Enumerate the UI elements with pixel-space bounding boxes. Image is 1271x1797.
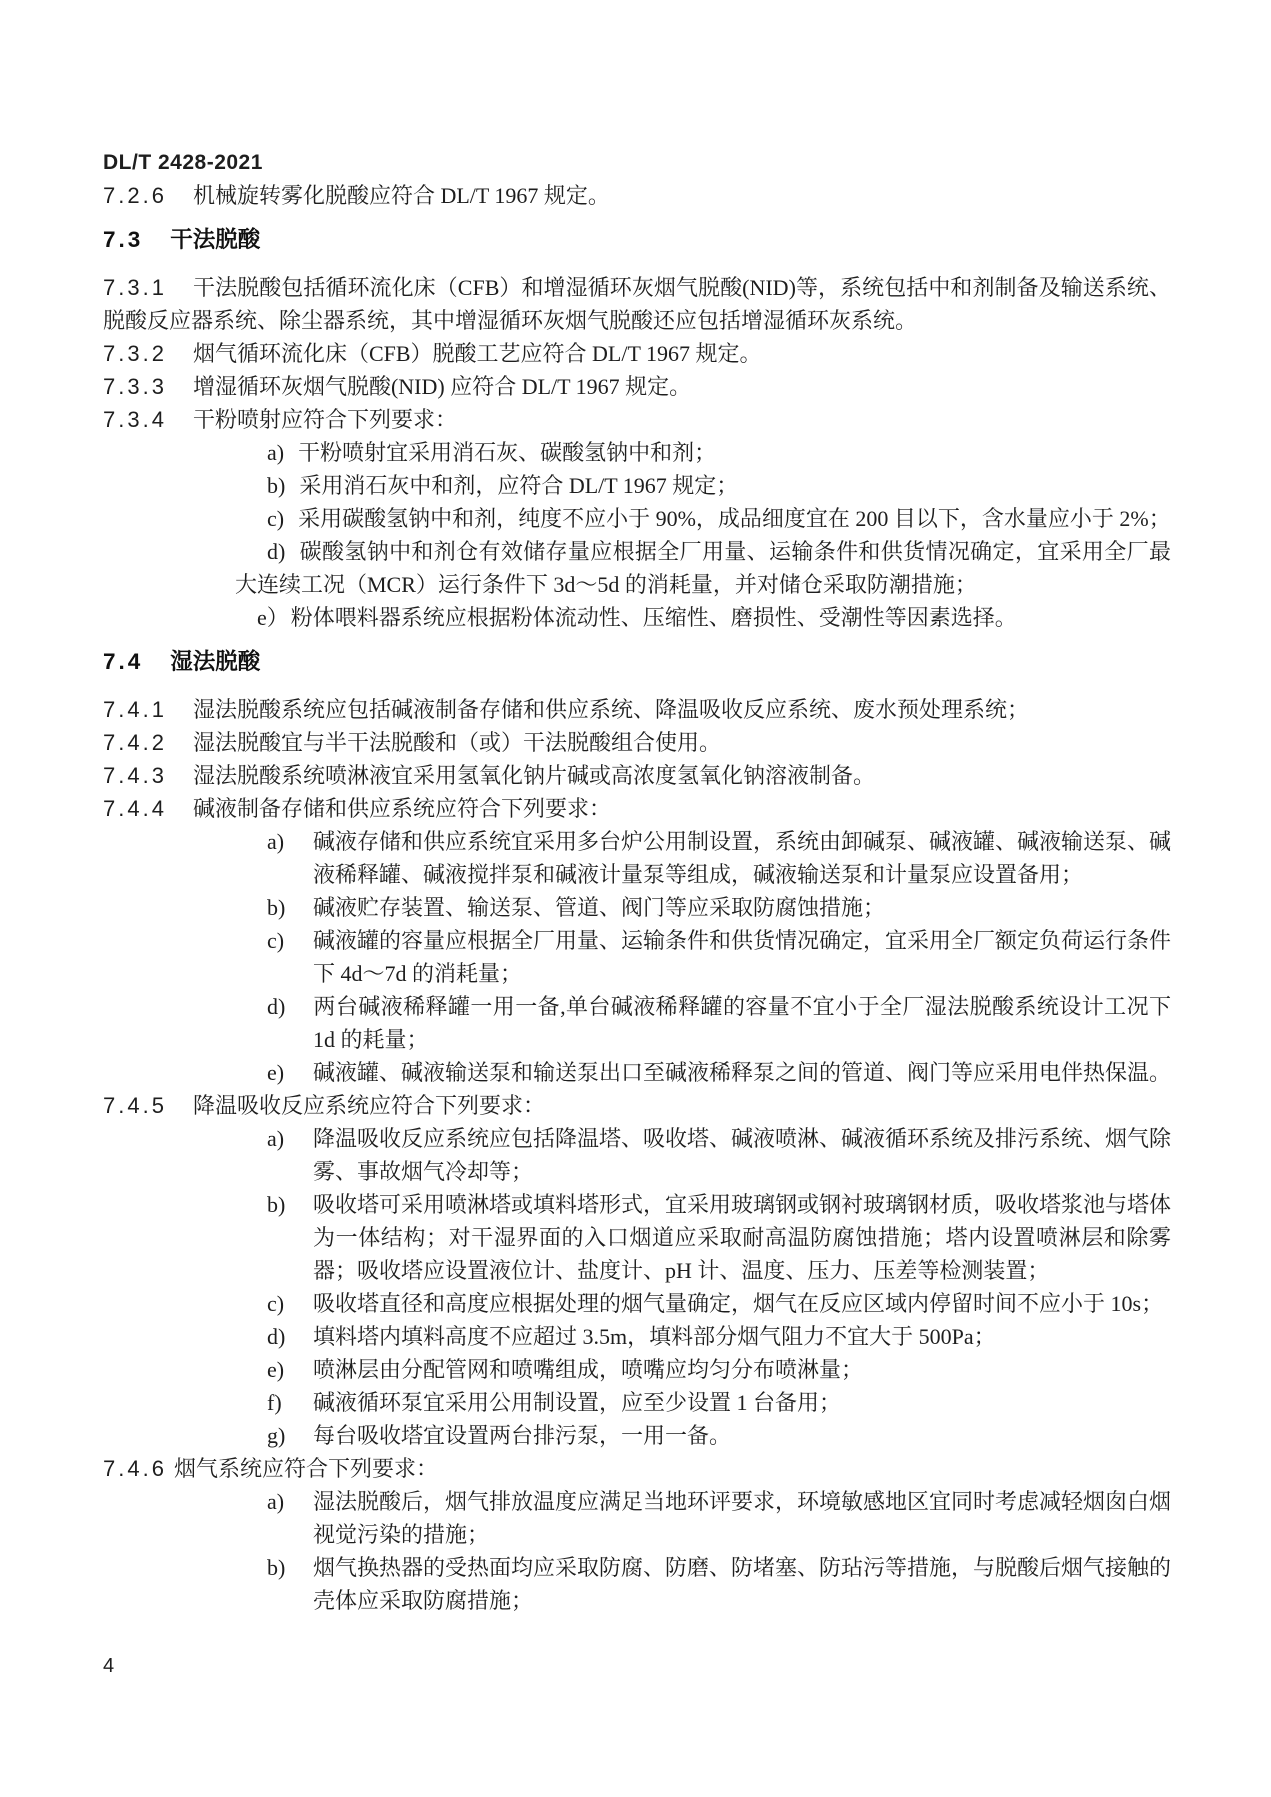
list-label: e) — [267, 1060, 285, 1085]
clause-7-4-6-number: 7.4.6 — [103, 1456, 167, 1481]
list-label: b) — [267, 1555, 286, 1580]
list-text: 碱液循环泵宜采用公用制设置，应至少设置 1 台备用； — [313, 1390, 842, 1415]
list-label: a) — [267, 829, 285, 854]
clause-7-4-6 — [103, 1452, 1171, 1485]
clause-7-3-4-number: 7.3.4 — [103, 407, 167, 432]
standard-number-header: DL/T 2428-2021 — [103, 151, 263, 174]
list-label: d) — [267, 1324, 286, 1349]
clause-7-3-2 — [103, 337, 1171, 370]
list-label: a) — [267, 1489, 285, 1514]
clause-7-4-4-text: 碱液制备存储和供应系统应符合下列要求： — [192, 796, 611, 821]
clause-7-4-5-text: 降温吸收反应系统应符合下列要求： — [192, 1093, 545, 1118]
list-item-7-4-5-b — [267, 1188, 1172, 1287]
list-text: 降温吸收反应系统应包括降温塔、吸收塔、碱液喷淋、碱液循环系统及排污系统、烟气除雾、事故烟气冷却等； — [313, 1126, 1172, 1184]
list-text: 采用消石灰中和剂，应符合 DL/T 1967 规定； — [299, 473, 739, 498]
clause-7-3-3-number: 7.3.3 — [103, 374, 167, 399]
list-item-7-4-5-c — [267, 1287, 1171, 1320]
list-text: 填料塔内填料高度不应超过 3.5m，填料部分烟气阻力不宜大于 500Pa； — [313, 1324, 996, 1349]
section-7-3-title: 干法脱酸 — [170, 227, 261, 252]
list-text: 碱液贮存装置、输送泵、管道、阀门等应采取防腐蚀措施； — [313, 895, 886, 920]
list-label: a) — [267, 440, 285, 465]
clause-7-4-1 — [103, 693, 1171, 726]
clause-7-4-4-number: 7.4.4 — [103, 796, 167, 821]
list-text: 采用碳酸氢钠中和剂，纯度不应小于 90%，成品细度宜在 200 目以下，含水量应小于 2%； — [298, 506, 1171, 531]
clause-7-4-1-number: 7.4.1 — [103, 697, 167, 722]
list-item-7-4-4-c — [267, 924, 1172, 990]
list-item-7-4-4-d — [267, 990, 1171, 1056]
section-heading-7-3 — [103, 223, 1171, 256]
list-item-7-4-5-f — [267, 1386, 1171, 1419]
clause-7-4-5-number: 7.4.5 — [103, 1093, 167, 1118]
list-item-7-3-4-d — [235, 535, 1171, 601]
clause-7-3-3-text: 增湿循环灰烟气脱酸(NID) 应符合 DL/T 1967 规定。 — [192, 374, 692, 399]
clause-7-3-2-text: 烟气循环流化床（CFB）脱酸工艺应符合 DL/T 1967 规定。 — [192, 341, 762, 366]
section-7-3-number: 7.3 — [103, 227, 144, 252]
clause-7-2-6-number: 7.2.6 — [103, 183, 167, 208]
clause-7-4-2-number: 7.4.2 — [103, 730, 167, 755]
clause-7-4-1-text: 湿法脱酸系统应包括碱液制备存储和供应系统、降温吸收反应系统、废水预处理系统； — [192, 697, 1029, 722]
clause-7-3-2-number: 7.3.2 — [103, 341, 167, 366]
list-text: 粉体喂料器系统应根据粉体流动性、压缩性、磨损性、受潮性等因素选择。 — [290, 605, 1017, 630]
list-item-7-4-4-a — [267, 825, 1172, 891]
list-label: d) — [267, 539, 286, 564]
section-7-4-title: 湿法脱酸 — [170, 649, 261, 674]
section-heading-7-4 — [103, 645, 1171, 678]
list-text: 喷淋层由分配管网和喷嘴组成，喷嘴应均匀分布喷淋量； — [313, 1357, 864, 1382]
list-item-7-3-4-b — [235, 469, 1171, 502]
list-text: 碱液存储和供应系统宜采用多台炉公用制设置，系统由卸碱泵、碱液罐、碱液输送泵、碱液稀释罐、碱液搅拌泵和碱液计量泵等组成，碱液输送泵和计量泵应设置备用； — [313, 829, 1172, 887]
clause-7-4-6-text: 烟气系统应符合下列要求： — [173, 1456, 438, 1481]
list-item-7-4-6-a — [267, 1485, 1172, 1551]
list-label: e） — [257, 605, 289, 630]
list-text: 吸收塔可采用喷淋塔或填料塔形式，宜采用玻璃钢或钢衬玻璃钢材质，吸收塔浆池与塔体为一体结构；对干湿界面的入口烟道应采取耐高温防腐蚀措施；塔内设置喷淋层和除雾器；吸收塔应设置液位计、盐度计、pH 计、温度、压力、压差等检测装置； — [313, 1192, 1172, 1283]
clause-7-4-3 — [103, 759, 1171, 792]
list-label: c) — [267, 506, 285, 531]
list-text: 干粉喷射宜采用消石灰、碳酸氢钠中和剂； — [298, 440, 717, 465]
list-item-7-4-5-e — [267, 1353, 1171, 1386]
section-7-4-number: 7.4 — [103, 649, 144, 674]
list-item-7-4-5-a — [267, 1122, 1172, 1188]
clause-7-2-6 — [103, 179, 1171, 212]
clause-7-4-2 — [103, 726, 1171, 759]
list-label: g) — [267, 1423, 286, 1448]
list-label: c) — [267, 1291, 285, 1316]
list-item-7-3-4-c — [235, 502, 1171, 535]
list-label: d) — [267, 994, 286, 1019]
list-item-7-4-5-d — [267, 1320, 1171, 1353]
list-label: f) — [267, 1390, 282, 1415]
list-label: b) — [267, 473, 286, 498]
clause-7-3-3 — [103, 370, 1171, 403]
list-label: b) — [267, 1192, 286, 1217]
clause-7-3-4 — [103, 403, 1171, 436]
page-number: 4 — [103, 1655, 115, 1677]
list-item-7-4-4-b — [267, 891, 1171, 924]
list-item-7-4-5-g — [267, 1419, 1171, 1452]
list-text: 碱液罐的容量应根据全厂用量、运输条件和供货情况确定，宜采用全厂额定负荷运行条件下 4d～7d 的消耗量； — [313, 928, 1172, 986]
clause-7-4-5 — [103, 1089, 1171, 1122]
list-item-7-3-4-a — [235, 436, 1171, 469]
clause-7-4-3-text: 湿法脱酸系统喷淋液宜采用氢氧化钠片碱或高浓度氢氧化钠溶液制备。 — [192, 763, 875, 788]
list-text: 碱液罐、碱液输送泵和输送泵出口至碱液稀释泵之间的管道、阀门等应采用电伴热保温。 — [313, 1060, 1172, 1085]
list-item-7-4-4-e — [267, 1056, 1172, 1089]
list-text: 烟气换热器的受热面均应采取防腐、防磨、防堵塞、防玷污等措施，与脱酸后烟气接触的壳体应采取防腐措施； — [313, 1555, 1172, 1613]
list-text: 每台吸收塔宜设置两台排污泵，一用一备。 — [313, 1423, 732, 1448]
list-text: 吸收塔直径和高度应根据处理的烟气量确定，烟气在反应区域内停留时间不应小于 10s； — [313, 1291, 1164, 1316]
list-label: e) — [267, 1357, 285, 1382]
clause-7-3-4-text: 干粉喷射应符合下列要求： — [192, 407, 457, 432]
clause-7-3-1-number: 7.3.1 — [103, 275, 167, 300]
list-text: 两台碱液稀释罐一用一备,单台碱液稀释罐的容量不宜小于全厂湿法脱酸系统设计工况下 1d 的耗量； — [313, 994, 1171, 1052]
list-item-7-4-6-b — [267, 1551, 1172, 1617]
clause-7-4-4 — [103, 792, 1171, 825]
list-label: c) — [267, 928, 285, 953]
list-text: 碳酸氢钠中和剂仓有效储存量应根据全厂用量、运输条件和供货情况确定，宜采用全厂最大连续工况（MCR）运行条件下 3d～5d 的消耗量，并对储仓采取防潮措施； — [235, 539, 1171, 597]
list-label: b) — [267, 895, 286, 920]
clause-7-4-3-number: 7.4.3 — [103, 763, 167, 788]
clause-7-3-1-text: 干法脱酸包括循环流化床（CFB）和增湿循环灰烟气脱酸(NID)等，系统包括中和剂制备及输送系统、脱酸反应器系统、除尘器系统，其中增湿循环灰烟气脱酸还应包括增湿循环灰系统。 — [103, 275, 1171, 333]
list-item-7-3-4-e — [235, 601, 1171, 634]
list-text: 湿法脱酸后，烟气排放温度应满足当地环评要求，环境敏感地区宜同时考虑减轻烟囱白烟视觉污染的措施； — [313, 1489, 1172, 1547]
clause-7-3-1 — [103, 271, 1171, 337]
clause-7-2-6-text: 机械旋转雾化脱酸应符合 DL/T 1967 规定。 — [192, 183, 610, 208]
list-label: a) — [267, 1126, 285, 1151]
clause-7-4-2-text: 湿法脱酸宜与半干法脱酸和（或）干法脱酸组合使用。 — [192, 730, 721, 755]
